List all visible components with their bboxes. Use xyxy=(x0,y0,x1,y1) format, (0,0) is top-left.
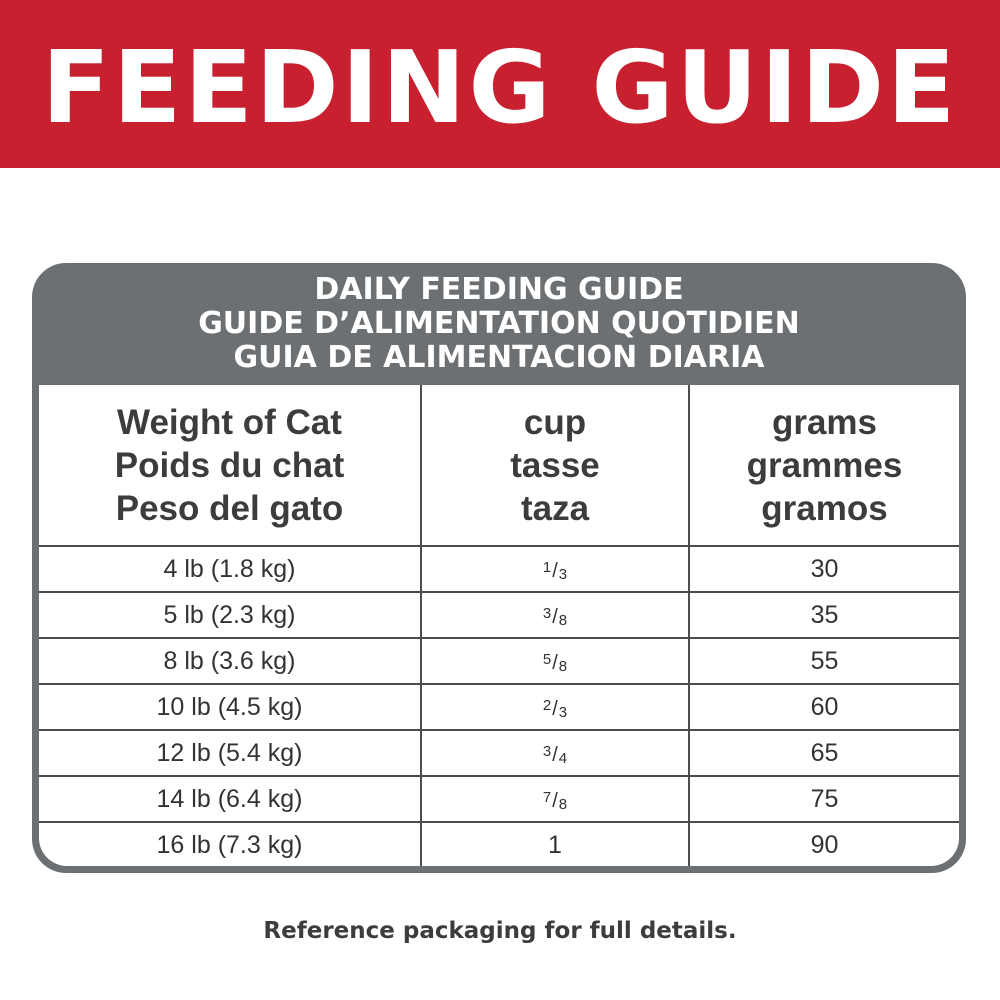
header-weight-fr: Poids du chat xyxy=(114,445,345,485)
feeding-table xyxy=(39,385,959,866)
header-grams-es: gramos xyxy=(761,488,888,528)
cup-cell xyxy=(421,684,689,730)
header-weight xyxy=(39,385,421,546)
cup-cell xyxy=(421,546,689,592)
weight-cell: 4 lb (1.8 kg) xyxy=(39,546,421,592)
cup-denominator: 3 xyxy=(558,565,568,583)
table-row xyxy=(39,684,959,730)
cup-denominator: 4 xyxy=(558,749,568,767)
feeding-table-wrap xyxy=(39,385,959,866)
table-row xyxy=(39,730,959,776)
heading-spanish: GUIA DE ALIMENTACION DIARIA xyxy=(233,340,765,375)
header-cup-en: cup xyxy=(523,402,587,442)
cup-numerator: 7 xyxy=(542,788,552,806)
grams-cell: 55 xyxy=(689,638,959,684)
cup-fraction: $^7/_8$ xyxy=(542,788,568,813)
table-row xyxy=(39,546,959,592)
weight-cell: 8 lb (3.6 kg) xyxy=(39,638,421,684)
header-grams xyxy=(689,385,959,546)
cup-numerator: 3 xyxy=(542,604,552,622)
cup-fraction: $^5/_8$ xyxy=(542,650,568,675)
cup-denominator: 8 xyxy=(558,657,568,675)
cup-denominator: 8 xyxy=(558,795,568,813)
header-cup-es: taza xyxy=(520,488,590,528)
cup-numerator: 1 xyxy=(542,558,552,576)
cup-numerator: 2 xyxy=(542,696,552,714)
cup-numerator: 3 xyxy=(542,742,552,760)
header-weight-es: Peso del gato xyxy=(115,488,344,528)
title-banner xyxy=(0,0,1000,168)
grams-cell: 35 xyxy=(689,592,959,638)
weight-cell: 5 lb (2.3 kg) xyxy=(39,592,421,638)
cup-cell: 1 xyxy=(421,822,689,866)
feeding-guide-card xyxy=(32,263,966,873)
cup-fraction: $^3/_4$ xyxy=(542,742,568,767)
header-cup xyxy=(421,385,689,546)
grams-cell: 65 xyxy=(689,730,959,776)
cup-cell xyxy=(421,730,689,776)
grams-cell: 30 xyxy=(689,546,959,592)
cup-denominator: 8 xyxy=(558,611,568,629)
weight-cell: 14 lb (6.4 kg) xyxy=(39,776,421,822)
cup-fraction: $^1/_3$ xyxy=(542,558,568,583)
cup-fraction: $^3/_8$ xyxy=(542,604,568,629)
card-heading xyxy=(32,263,966,385)
grams-cell: 75 xyxy=(689,776,959,822)
page-title: FEEDING GUIDE xyxy=(41,29,959,146)
cup-cell xyxy=(421,776,689,822)
weight-cell: 16 lb (7.3 kg) xyxy=(39,822,421,866)
header-grams-fr: grammes xyxy=(746,445,903,485)
weight-cell: 12 lb (5.4 kg) xyxy=(39,730,421,776)
footnote: Reference packaging for full details. xyxy=(263,918,737,944)
table-header-row xyxy=(39,385,959,546)
cup-cell xyxy=(421,592,689,638)
weight-cell: 10 lb (4.5 kg) xyxy=(39,684,421,730)
grams-cell: 90 xyxy=(810,830,839,859)
header-cup-fr: tasse xyxy=(510,445,600,485)
table-row xyxy=(39,592,959,638)
grams-cell: 60 xyxy=(689,684,959,730)
table-row xyxy=(39,638,959,684)
header-grams-en: grams xyxy=(771,402,878,442)
heading-english: DAILY FEEDING GUIDE xyxy=(314,272,684,307)
cup-fraction: $^2/_3$ xyxy=(542,696,568,721)
table-row xyxy=(39,822,959,866)
header-weight-en: Weight of Cat xyxy=(117,402,342,442)
heading-french: GUIDE D’ALIMENTATION QUOTIDIEN xyxy=(198,306,800,341)
cup-numerator: 5 xyxy=(542,650,552,668)
cup-cell xyxy=(421,638,689,684)
table-row xyxy=(39,776,959,822)
cup-denominator: 3 xyxy=(558,703,568,721)
